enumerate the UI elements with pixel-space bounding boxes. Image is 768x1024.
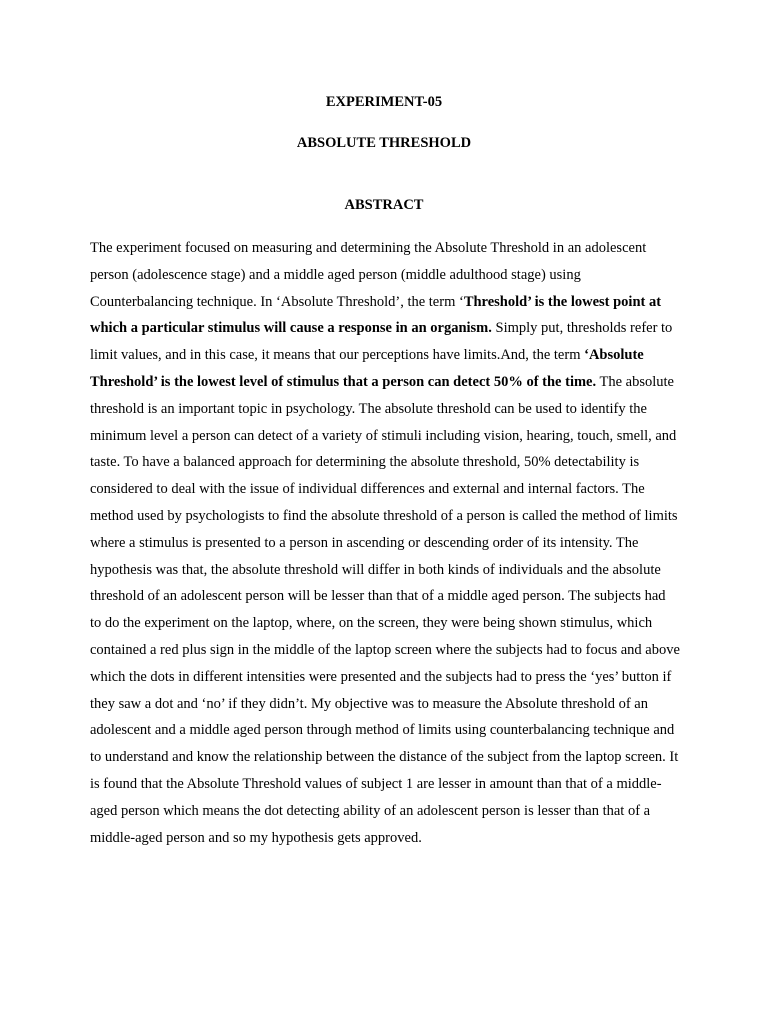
section-heading-abstract: ABSTRACT [344, 197, 424, 213]
abstract-text-part2: Simply put, thresholds refer to limit values, and in this case, it means that our perceptions have limits.And, the term [90, 320, 673, 364]
abstract-text-part3: The absolute threshold is an important topic in psychology. The absolute threshold can be used to identify the minimum level a person can detect of a variety of stimuli including vision, hearing, touch, smell, and taste. To have a balanced approach for determining the absolute threshold, 50% detectability is considered to deal with the issue of individual differences and external and internal factors. The method used by psychologists to find the absolute threshold of a person is called the method of limits where a stimulus is presented to a person in ascending or descending order of its intensity. The hypothesis was that, the absolute threshold will differ in both kinds of individuals and the absolute threshold of an adolescent person will be lesser than that of a middle aged person. The subjects had to do the experiment on the laptop, where, on the screen, they were being shown stimulus, which contained a red plus sign in the middle of the laptop screen where the subjects had to focus and above which the dots in different intensities were presented and the subjects had to press the ‘yes’ button if they saw a dot and ‘no’ if they didn’t. My objective was to measure the Absolute threshold of an adolescent and a middle aged person through method of limits using counterbalancing technique and to understand and know the relationship between the distance of the subject from the laptop screen. It is found that the Absolute Threshold values of subject 1 are lesser in amount than that of a middle-aged person which means the dot detecting ability of an adolescent person is lesser than that of a middle-aged person and so my hypothesis gets approved. [90, 373, 680, 846]
abstract-paragraph [90, 235, 680, 851]
document-title: ABSOLUTE THRESHOLD [296, 135, 472, 151]
abstract-bold-absolute-threshold-definition: ‘Absolute Threshold’ is the lowest level of stimulus that a person can detect 50% of the time. [90, 347, 644, 390]
experiment-label: EXPERIMENT-05 [325, 94, 443, 110]
abstract-text-part1: The experiment focused on measuring and determining the Absolute Threshold in an adolescent person (adolescence stage) and a middle aged person (middle adulthood stage) using Counterbalancing technique. In ‘Absolute Threshold’, the term ‘ [90, 240, 647, 310]
abstract-bold-threshold-definition: Threshold’ is the lowest point at which a particular stimulus will cause a response in an organism. [90, 293, 662, 337]
